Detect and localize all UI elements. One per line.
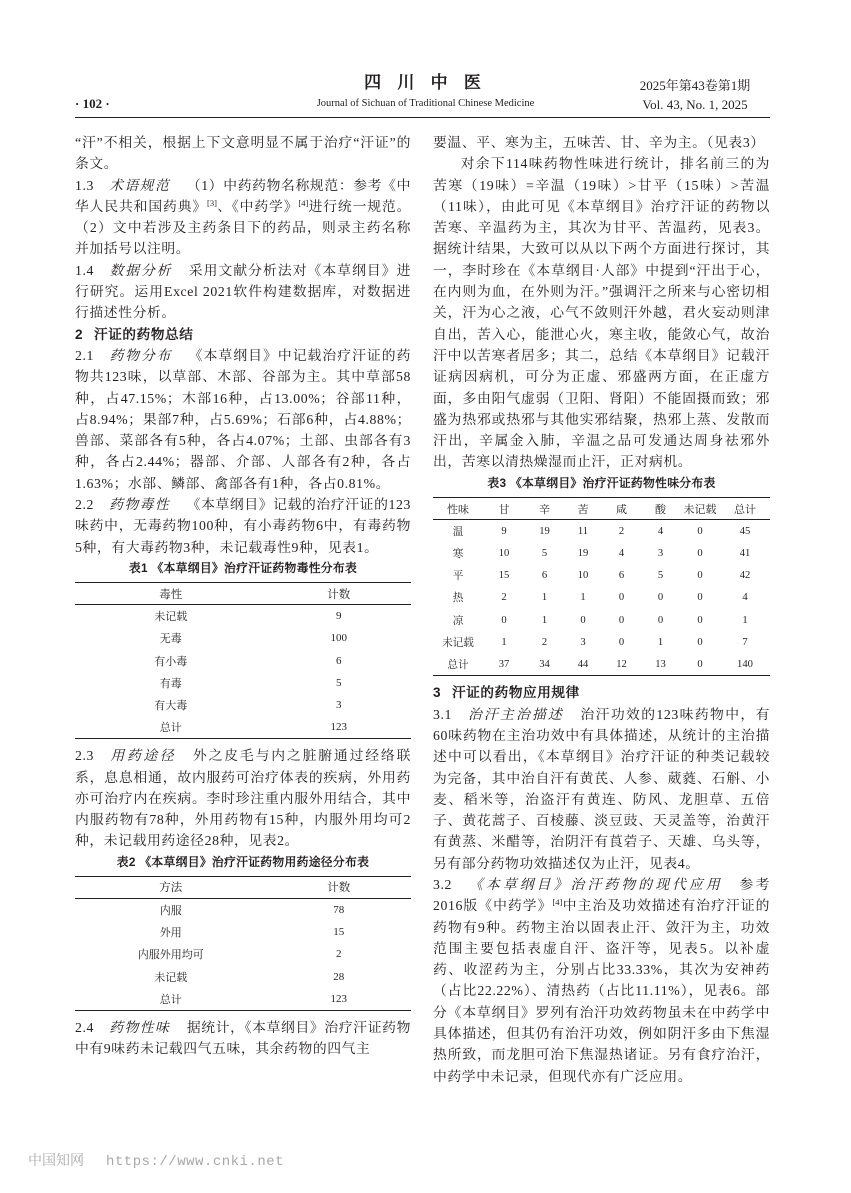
heading-number: 3: [433, 685, 442, 701]
row-label-cell: 内服: [159, 905, 182, 918]
table-row: [433, 631, 770, 653]
value-cell: 19: [577, 547, 589, 559]
column-header: 苦: [564, 497, 602, 520]
toxicity-table: [75, 582, 411, 739]
table-1-title: 表1 《本草纲目》治疗汗证药物毒性分布表: [128, 560, 358, 575]
paragraph-text: 《本草纲目》记载的治疗汗证的123味药中，无毒药物100种，有小毒药物6中，有毒药物5种，有大毒药物3种，未记载毒性9种，见表1。: [75, 497, 411, 555]
row-label-cell: 寒: [452, 548, 464, 560]
row-label-cell: 无毒: [159, 633, 182, 646]
value-cell: 4: [657, 525, 664, 537]
paragraph-text: 、《中药学》: [216, 198, 299, 214]
taste-analysis-paragraph: [433, 153, 770, 472]
paragraph-text: 《本草纲目》中记载治疗汗证的药物共123味，以草部、木部、谷部为主。其中草部58种，占47.15%；木部16种，占13.00%；谷部11种，占8.94%；果部7种，占5.69%；石部6种，占4.88%；兽部、菜部各有5种，各占4.07%；土部、虫部各有3种，各占2.44%；器部、介部、人部各有2种，各占1.63%；水部、鳞部、禽部各有1种，各占0.81%。: [75, 347, 412, 491]
column-header: 辛: [525, 497, 564, 520]
value-cell: 41: [739, 547, 751, 559]
table-row: [75, 943, 411, 965]
continued-paragraph: [75, 132, 411, 175]
section-label: 药物分布: [109, 347, 173, 363]
table-row: [433, 564, 770, 586]
table-row: [75, 694, 411, 716]
paragraph-text: 中主治及功效描述有治疗汗证的药物有9种。药物主治以固表止汗、敛汗为主，功效范围主要包括表虚自汗、盗汗等，见表5。以补虚药、收涩药为主，分别占比33.33%，其次为安神药（占比22.22%）、清热药（占比11.11%），见表6。部分《本草纲目》罗列有治汗功效药物虽未在中药学中具体描述，但其仍有治汗功效，例如阴汗多由下焦湿热所致，而龙胆可治下焦湿热诸证。另有食疗治汗，中药学中未记录，但现代亦有广泛应用。: [433, 898, 770, 1084]
header-rule: [75, 117, 770, 118]
value-cell: 10: [498, 547, 510, 559]
table-row: [433, 520, 770, 542]
table-body: [75, 899, 411, 1010]
section-1-4-paragraph: [75, 260, 411, 324]
issue-en: Vol. 43, No. 1, 2025: [642, 97, 748, 112]
row-label-cell: 总计: [75, 988, 267, 1010]
table-header-row: [75, 582, 411, 605]
row-label-cell: 有大毒: [154, 700, 188, 713]
row-label-cell: 外用: [159, 927, 182, 940]
citation-ref: [4]: [298, 197, 309, 208]
section-3-2-paragraph: [433, 874, 770, 1087]
section-3-1-paragraph: [433, 704, 770, 874]
value-cell: 1: [541, 592, 548, 604]
value-cell: 78: [333, 904, 345, 917]
table-row: [75, 921, 411, 943]
value-cell: 140: [720, 654, 770, 676]
section-number: 3.2: [433, 877, 453, 892]
value-cell: 3: [657, 547, 664, 559]
value-cell: 0: [680, 654, 720, 676]
continued-paragraph: [433, 132, 770, 153]
table-row: [75, 672, 411, 694]
value-cell: 2: [501, 592, 507, 604]
value-cell: 3: [336, 699, 342, 712]
value-cell: 12: [602, 654, 641, 676]
value-cell: 15: [333, 926, 345, 939]
paragraph-text: “汗”不相关，根据上下文意明显不属于治疗“汗证”的条文。: [75, 135, 411, 172]
value-cell: 6: [541, 569, 548, 581]
value-cell: 11: [577, 525, 589, 537]
issue-info: [612, 76, 778, 114]
paragraph-text: 治汗功效的123味药物中，有60味药物在主治功效中有具体描述，从统计的主治描述中可以看出，《本草纲目》治疗汗证的种类记载较为完备，其中治自汗有黄芪、人参、葳蕤、石斛、小麦、稻米等，治盗汗有黄连、防风、龙胆草、五倍子、黄花蒿子、百棱藤、淡豆豉、天灵盖等，治黄汗有黄蒸、米醋等，治阴汗有莨菪子、天雄、乌头等，另有部分药物功效描述仅为止汗，见表4。: [433, 706, 770, 871]
column-header: 性味: [433, 497, 483, 520]
column-header: 酸: [641, 497, 680, 520]
section-number: 1.4: [75, 262, 95, 278]
row-label-cell: 热: [452, 593, 464, 605]
table-total-row: [75, 716, 411, 738]
section-number: 2.3: [75, 748, 95, 764]
table-header-row: [433, 497, 770, 520]
column-header: 未记载: [680, 497, 720, 520]
section-number: 2.2: [75, 497, 95, 513]
section-1-3-paragraph: [75, 175, 411, 260]
section-number: 2.1: [75, 347, 95, 363]
value-cell: 9: [336, 610, 342, 623]
column-header: 总计: [720, 497, 770, 520]
value-cell: 42: [739, 569, 751, 581]
row-label-cell: 未记载: [154, 971, 188, 984]
route-table: [75, 876, 411, 1011]
value-cell: 2: [541, 636, 548, 648]
value-cell: 1: [541, 614, 548, 626]
value-cell: 45: [739, 525, 751, 537]
value-cell: 5: [657, 569, 664, 581]
section-2-1-paragraph: [75, 345, 411, 494]
heading-title: 汗证的药物应用规律: [452, 685, 580, 701]
value-cell: 0: [618, 614, 625, 626]
heading-title: 汗证的药物总结: [94, 326, 194, 342]
row-label-cell: 内服外用均可: [137, 949, 204, 962]
section-number: 2.4: [75, 1019, 95, 1035]
section-2-4-paragraph: [75, 1017, 411, 1060]
section-label: 术语规范: [109, 177, 171, 193]
value-cell: 100: [330, 632, 347, 645]
row-label-cell: 总计: [75, 716, 267, 738]
value-cell: 5: [336, 676, 342, 689]
table-row: [75, 605, 411, 627]
value-cell: 0: [697, 569, 703, 581]
table-header-row: [75, 876, 411, 899]
column-header: 甘: [483, 497, 525, 520]
cnki-watermark: [28, 1150, 284, 1172]
value-cell: 0: [501, 614, 507, 626]
table-row: [433, 542, 770, 564]
journal-title-en: Journal of Sichuan of Traditional Chinese Medicine: [316, 98, 535, 109]
value-cell: 0: [657, 614, 664, 626]
table-head: [433, 497, 770, 520]
value-cell: 19: [539, 525, 550, 537]
table-row: [75, 627, 411, 649]
section-3-heading: [433, 682, 770, 703]
section-label: 治汗主治描述: [467, 706, 564, 722]
section-label: 《本草纲目》治汗药物的现代应用: [467, 877, 723, 892]
value-cell: 0: [697, 592, 703, 604]
value-cell: 10: [577, 569, 589, 581]
heading-number: 2: [75, 326, 84, 342]
table-total-row: [433, 654, 770, 676]
row-label-cell: 凉: [452, 615, 464, 627]
table-row: [75, 899, 411, 921]
value-cell: 13: [641, 654, 680, 676]
table-head: [75, 876, 411, 899]
value-cell: 34: [525, 654, 564, 676]
journal-title-cn: 四 川 中 医: [364, 73, 487, 92]
issue-cn: 2025年第43卷第1期: [639, 78, 751, 93]
value-cell: 6: [618, 569, 625, 581]
value-cell: 2: [336, 948, 342, 961]
section-label: 数据分析: [109, 262, 173, 278]
left-column: [75, 132, 411, 1059]
column-header: 计数: [267, 582, 411, 605]
paragraph-text: 对余下114味药物性味进行统计，排名前三的为苦寒（19味）=辛温（19味）>甘平（15味）>苦温（11味），由此可见《本草纲目》治疗汗证的药物以苦寒、辛温药为主，其次为甘平、苦温药，见表3。据统计结果，大致可以从以下两个方面进行探讨，其一，李时珍在《本草纲目·人部》中提到“汗出于心，在内则为血，在外则为汗。”强调汗之所来与心密切相关，汗为心之液，心气不敛则汗外越，君火妄动则津自出，苦入心，能泄心火，寒主收，能敛心气，故治汗中以苦寒者居多；其二，总结《本草纲目》记载汗证病因病机，可分为正虚、邪盛两方面，在正虚方面，多由阳气虚弱（卫阳、肾阳）不能固摄而致；邪盛为热邪或热邪与其他实邪结聚，热邪上蒸、发散而汗出，辛属金入肺，辛温之品可发通达周身祛邪外出，苦寒以清热燥湿而止汗，正对病机。: [433, 156, 770, 470]
section-number: 3.1: [433, 706, 453, 722]
paragraph-text: （1）中药药物名称规范：参考《中华人民共和国药典》: [75, 177, 412, 214]
row-label-cell: 温: [452, 526, 464, 538]
column-header: 方法: [75, 876, 267, 899]
value-cell: 1: [742, 614, 748, 626]
paragraph-text: 据统计，《本草纲目》治疗汗证药物中有9味药未记载四气五味，其余药物的四气主: [75, 1019, 411, 1056]
value-cell: 3: [580, 636, 586, 648]
value-cell: 2: [618, 525, 625, 537]
table-2-title: 表2 《本草纲目》治疗汗证药物用药途径分布表: [116, 854, 370, 869]
column-header: 毒性: [75, 582, 267, 605]
section-2-3-paragraph: [75, 745, 411, 851]
value-cell: 44: [564, 654, 602, 676]
watermark-url: https://www.cnki.net: [106, 1154, 285, 1170]
nature-flavor-table: [433, 497, 770, 677]
paragraph-text: 外之皮毛与内之脏腑通过经络联系，息息相通，故内服药可治疗体表的疾病，外用药亦可治疗内在疾病。李时珍注重内服外用结合，其中内服药物有78种，外用药物有15种，内服外用均可2种，未记载用药途径28种，见表2。: [75, 748, 411, 849]
table-row: [433, 587, 770, 609]
value-cell: 0: [697, 525, 703, 537]
section-label: 用药途径: [109, 748, 177, 764]
right-column: [433, 132, 770, 1087]
value-cell: 123: [267, 716, 411, 738]
value-cell: 0: [697, 547, 703, 559]
section-label: 药物性味: [109, 1019, 171, 1035]
column-header: 咸: [602, 497, 641, 520]
value-cell: 5: [541, 547, 548, 559]
value-cell: 0: [618, 592, 625, 604]
row-label-cell: 总计: [433, 654, 483, 676]
value-cell: 9: [501, 525, 507, 537]
value-cell: 6: [336, 654, 342, 667]
paragraph-text: 要温、平、寒为主，五味苦、甘、辛为主。（见表3）: [433, 135, 765, 150]
value-cell: 1: [501, 636, 507, 648]
value-cell: 7: [742, 636, 748, 648]
page-number: · 102 ·: [75, 96, 110, 111]
value-cell: 1: [580, 592, 586, 604]
row-label-cell: 有毒: [159, 677, 182, 690]
table-row: [433, 609, 770, 631]
table-row: [75, 966, 411, 988]
value-cell: 28: [333, 970, 345, 983]
value-cell: 0: [697, 614, 703, 626]
section-label: 药物毒性: [109, 497, 171, 513]
value-cell: 0: [580, 614, 586, 626]
value-cell: 123: [267, 988, 411, 1010]
table-head: [75, 582, 411, 605]
value-cell: 4: [742, 592, 748, 604]
watermark-site-name: 中国知网: [28, 1152, 84, 1168]
value-cell: 15: [498, 569, 510, 581]
section-2-heading: [75, 324, 411, 345]
value-cell: 0: [657, 592, 664, 604]
citation-ref: [4]: [552, 897, 563, 908]
value-cell: 1: [657, 636, 664, 648]
table-body: [433, 520, 770, 676]
citation-ref: [3]: [207, 197, 217, 208]
row-label-cell: 未记载: [442, 637, 474, 649]
column-header: 计数: [267, 876, 411, 899]
table-total-row: [75, 988, 411, 1010]
paragraph-text: 参考2016版《中药学》: [433, 877, 770, 914]
row-label-cell: 未记载: [154, 611, 188, 624]
value-cell: 4: [618, 547, 625, 559]
value-cell: 37: [483, 654, 525, 676]
section-number: 1.3: [75, 177, 95, 193]
table-row: [75, 650, 411, 672]
paragraph-text: 进行统一规范。（2）文中若涉及主药条目下的药品，则录主药名称并加括号以注明。: [75, 198, 411, 257]
table-body: [75, 605, 411, 739]
paragraph-text: 采用文献分析法对《本草纲目》进行研究。运用Excel 2021软件构建数据库，对数据进行描述性分析。: [75, 262, 412, 321]
value-cell: 0: [618, 636, 625, 648]
section-2-2-paragraph: [75, 494, 411, 558]
value-cell: 0: [697, 636, 703, 648]
row-label-cell: 有小毒: [154, 655, 188, 668]
row-label-cell: 平: [452, 570, 464, 582]
table-3-title: 表3 《本草纲目》治疗汗证药物性味分布表: [487, 475, 716, 490]
